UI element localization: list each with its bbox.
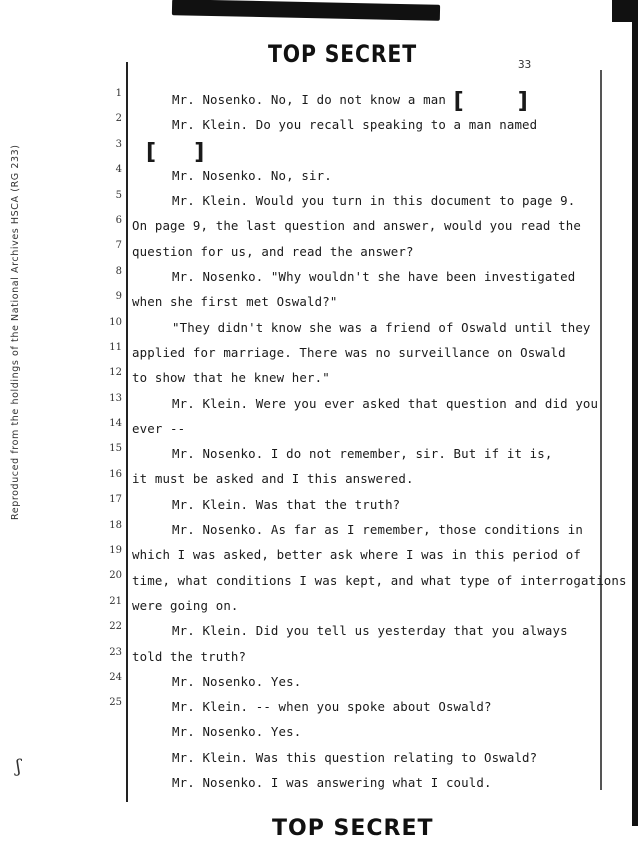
line-number: 15 [109, 443, 122, 455]
left-margin-rule [126, 62, 128, 802]
transcript-line: Mr. Nosenko. Yes. [172, 724, 302, 740]
redaction-close-bracket: ] [517, 89, 529, 114]
line-number: 9 [115, 291, 122, 303]
transcript-line: On page 9, the last question and answer, would you read the [132, 218, 581, 234]
line-number: 12 [109, 367, 122, 379]
line-number: 16 [109, 468, 122, 480]
transcript-line: Mr. Klein. Were you ever asked that question and did you [172, 395, 599, 411]
line-number: 5 [115, 189, 122, 201]
transcript-line: told the truth? [132, 648, 247, 664]
transcript-line [132, 138, 607, 163]
line-number: 23 [109, 646, 122, 658]
line-number: 19 [109, 545, 122, 557]
transcript-line: Mr. Klein. -- when you spoke about Oswald? [172, 699, 492, 715]
page-number: 33 [518, 58, 532, 71]
line-number: 11 [109, 341, 122, 353]
line-number: 13 [109, 392, 122, 404]
line-number-column [100, 88, 122, 723]
transcript-line: Mr. Nosenko. "Why wouldn't she have been investigated [172, 269, 576, 285]
transcript-line: which I was asked, better ask where I was in this period of [132, 547, 581, 563]
transcript-line: time, what conditions I was kept, and what type of interrogations [132, 572, 627, 588]
redaction-open-bracket: [ [146, 139, 157, 165]
transcript-line: Mr. Klein. Was that the truth? [172, 496, 401, 512]
line-number: 24 [109, 671, 122, 683]
archive-source-note: Reproduced from the holdings of the National Archives HSCA (RG 233) [10, 144, 21, 520]
transcript-line: Mr. Klein. Would you turn in this document to page 9. [172, 193, 576, 209]
transcript-line: Mr. Nosenko. As far as I remember, those conditions in [172, 522, 583, 538]
transcript-line: Mr. Nosenko. I was answering what I could. [172, 775, 492, 791]
transcript-line: Mr. Klein. Do you recall speaking to a man named [172, 117, 538, 133]
line-number: 25 [109, 697, 122, 709]
line-number: 22 [109, 621, 122, 633]
line-number: 6 [115, 214, 122, 226]
line-number: 20 [109, 570, 122, 582]
transcript-line: Mr. Nosenko. No, sir. [172, 167, 332, 183]
transcript-body [132, 87, 627, 795]
transcript-line: Mr. Nosenko. I do not remember, sir. But if it is, [172, 446, 553, 462]
line-number: 14 [109, 418, 122, 430]
line-number: 17 [109, 494, 122, 506]
line-text: Mr. Nosenko. No, I do not know a man [172, 92, 446, 107]
line-number: 8 [115, 265, 122, 277]
line-number: 1 [115, 88, 122, 99]
scan-edge [632, 0, 638, 826]
redaction-close-bracket: ] [194, 139, 205, 165]
transcript-line: to show that he knew her." [132, 370, 330, 386]
line-number: 4 [115, 164, 122, 176]
transcript-line: Mr. Klein. Was this question relating to Oswald? [172, 749, 538, 765]
line-number: 3 [115, 138, 122, 150]
line-number: 10 [109, 316, 122, 328]
transcript-line: question for us, and read the answer? [132, 243, 414, 259]
transcript-line: applied for marriage. There was no surveillance on Oswald [132, 344, 566, 360]
line-number: 7 [115, 240, 122, 252]
redaction-bar [172, 0, 440, 21]
transcript-line [132, 87, 607, 112]
transcript-line: "They didn't know she was a friend of Oswald until they [172, 319, 591, 335]
transcript-line: it must be asked and I this answered. [132, 471, 414, 487]
transcript-line: ever -- [132, 420, 186, 436]
transcript-line: Mr. Klein. Did you tell us yesterday that you always [172, 623, 568, 639]
transcript-line: were going on. [132, 597, 239, 613]
classification-header: TOP SECRET [268, 40, 417, 68]
line-number: 18 [109, 519, 122, 531]
transcript-line: when she first met Oswald?" [132, 294, 338, 310]
redaction-open-bracket: [ [453, 89, 464, 114]
classification-footer: TOP SECRET [272, 816, 434, 841]
line-number: 2 [115, 113, 122, 125]
line-number: 21 [109, 595, 122, 607]
pen-mark: ʃ [16, 756, 21, 777]
transcript-line: Mr. Nosenko. Yes. [172, 673, 302, 689]
